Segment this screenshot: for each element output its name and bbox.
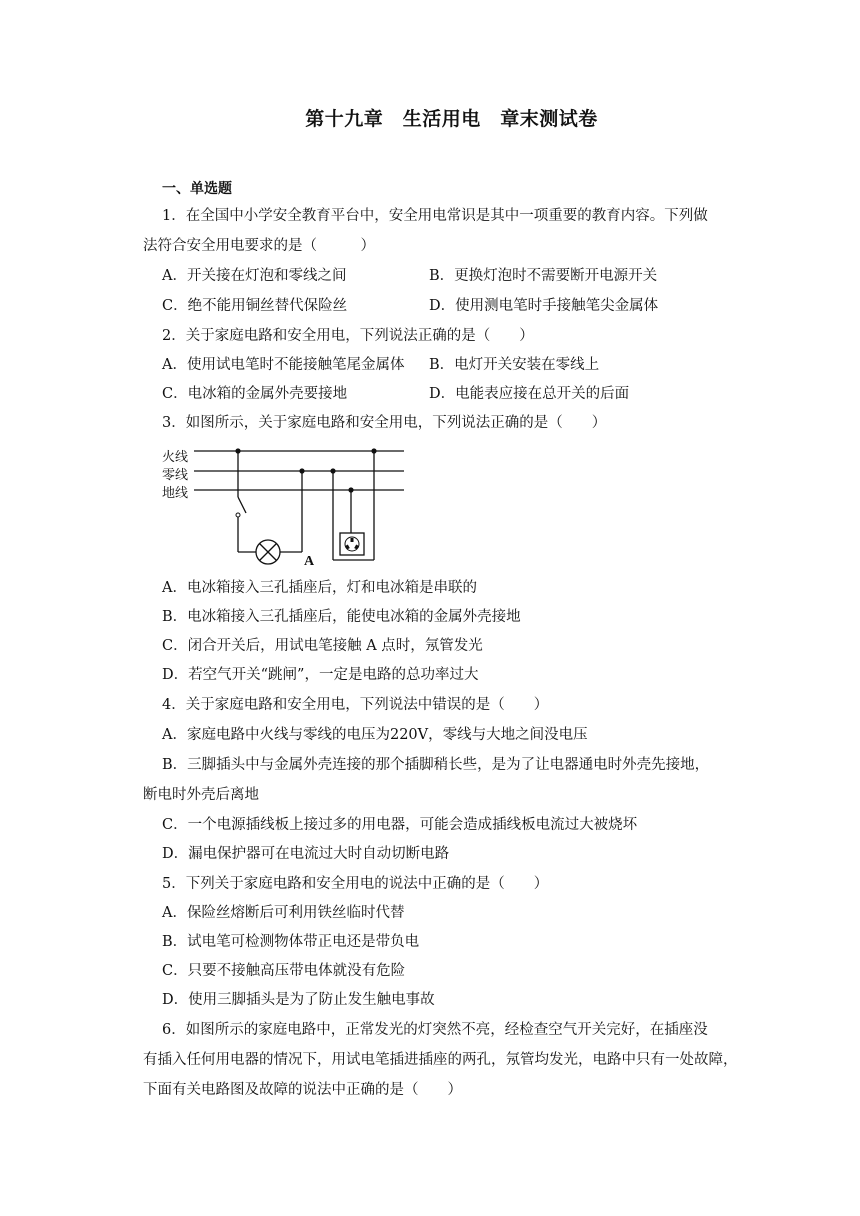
q3-option-b: B．电冰箱接入三孔插座后，能使电冰箱的金属外壳接地: [162, 609, 521, 625]
q4-stem: 4．关于家庭电路和安全用电，下列说法中错误的是（ ）: [162, 697, 549, 713]
q5-option-d: D．使用三脚插头是为了防止发生触电事故: [162, 992, 435, 1008]
q5-option-b: B．试电笔可检测物体带正电还是带负电: [162, 934, 420, 950]
q6-stem-line2: 有插入任何用电器的情况下，用试电笔插进插座的两孔，氖管均发光，电路中只有一处故障，: [143, 1052, 738, 1068]
q4-option-c: C．一个电源插线板上接过多的用电器，可能会造成插线板电流过大被烧坏: [162, 817, 638, 833]
point-a-label: A: [304, 554, 315, 569]
junction-dot: [371, 448, 376, 453]
q4-option-a: A．家庭电路中火线与零线的电压为220V，零线与大地之间没电压: [162, 727, 588, 743]
q6-stem-line1: 6．如图所示的家庭电路中，正常发光的灯突然不亮，经检查空气开关完好，在插座没: [162, 1022, 708, 1038]
q1-option-a: A．开关接在灯泡和零线之间: [162, 268, 347, 284]
household-circuit-diagram: [158, 441, 410, 571]
q3-option-a: A．电冰箱接入三孔插座后，灯和电冰箱是串联的: [162, 580, 477, 596]
ground-wire-label: 地线: [162, 486, 189, 501]
q4-option-b-line2: 断电时外壳后离地: [143, 787, 259, 803]
q1-option-b: B．更换灯泡时不需要断开电源开关: [429, 268, 658, 284]
q4-option-b-line1: B．三脚插头中与金属外壳连接的那个插脚稍长些，是为了让电器通电时外壳先接地，: [162, 757, 710, 773]
live-wire-label: 火线: [162, 450, 189, 465]
q1-stem-line2: 法符合安全用电要求的是（ ）: [143, 238, 375, 254]
q1-stem-line1: 1．在全国中小学安全教育平台中，安全用电常识是其中一项重要的教育内容。下列做: [162, 208, 708, 224]
q3-option-c: C．闭合开关后，用试电笔接触 A 点时，氖管发光: [162, 638, 483, 654]
q3-option-d: D．若空气开关“跳闸”，一定是电路的总功率过大: [162, 667, 479, 683]
q3-stem: 3．如图所示，关于家庭电路和安全用电，下列说法正确的是（ ）: [162, 415, 607, 431]
three-pin-socket-icon: [340, 533, 364, 555]
q1-option-c: C．绝不能用铜丝替代保险丝: [162, 298, 348, 314]
q5-option-a: A．保险丝熔断后可利用铁丝临时代替: [162, 905, 405, 921]
section-heading: 一、单选题: [162, 181, 232, 197]
q5-option-c: C．只要不接触高压带电体就没有危险: [162, 963, 406, 979]
q2-stem: 2．关于家庭电路和安全用电，下列说法正确的是（ ）: [162, 328, 534, 344]
q4-option-d: D．漏电保护器可在电流过大时自动切断电路: [162, 846, 450, 862]
neutral-wire-label: 零线: [162, 468, 189, 483]
q2-option-b: B．电灯开关安装在零线上: [429, 357, 600, 373]
q2-option-a: A．使用试电笔时不能接触笔尾金属体: [162, 357, 405, 373]
q2-option-d: D．电能表应接在总开关的后面: [429, 386, 630, 402]
q6-stem-line3: 下面有关电路图及故障的说法中正确的是（ ）: [143, 1082, 462, 1098]
q2-option-c: C．电冰箱的金属外壳要接地: [162, 386, 348, 402]
junction-dot: [299, 468, 304, 473]
q1-option-d: D．使用测电笔时手接触笔尖金属体: [429, 298, 659, 314]
q5-stem: 5．下列关于家庭电路和安全用电的说法中正确的是（ ）: [162, 876, 549, 892]
switch: [238, 497, 246, 513]
page-title: 第十九章 生活用电 章末测试卷: [305, 108, 598, 130]
